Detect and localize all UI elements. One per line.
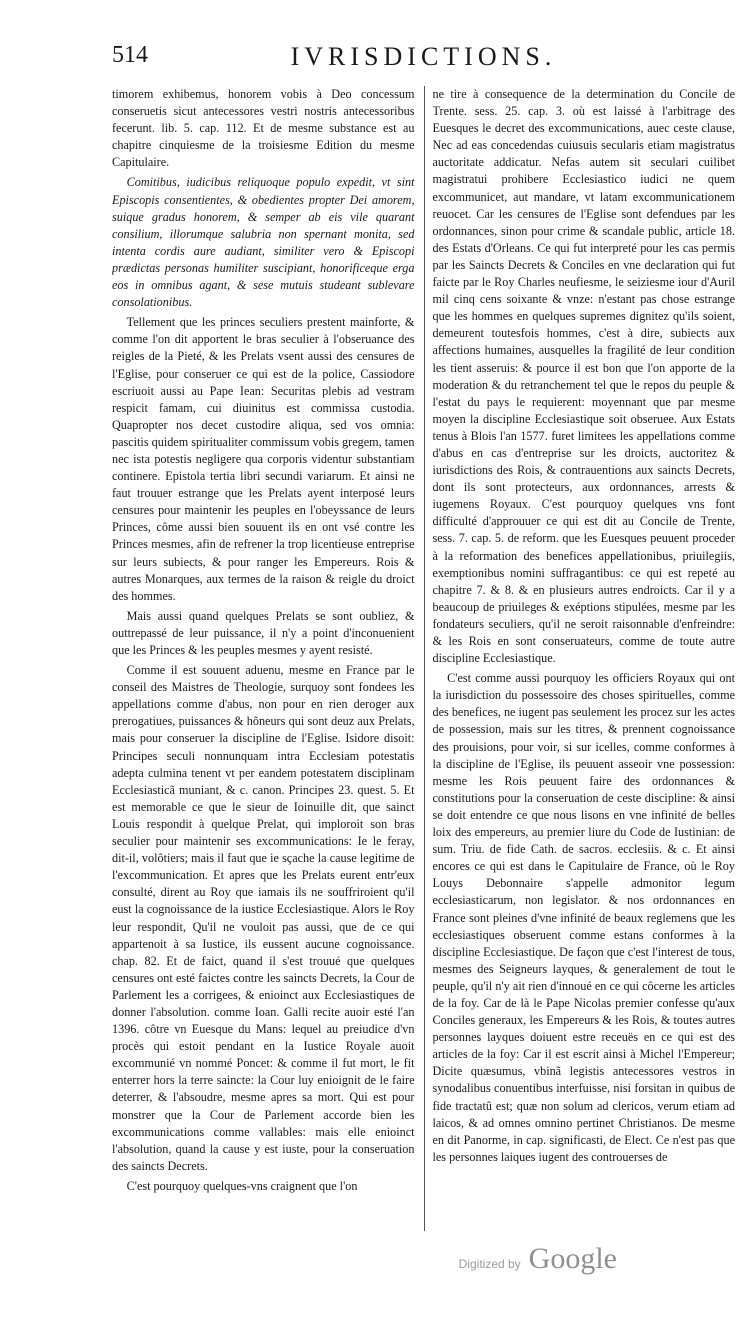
digitized-by-label: Digitized by (458, 1257, 521, 1271)
right-column (433, 86, 736, 1231)
paragraph: Tellement que les princes seculiers prestent mainforte, & comme l'on dit apportent le bras seculier à l'obseruance des reigles de la Pieté, & les Prelats vsent aussi des censures de l'Eglise, pour conseruer ce qui est de la police, Cassiodore escriuoit aussi au Pape Iean: Securitas plebis ad vestram respicit famam, cui diuinitus est commissa custodia. Quapropter nos decet custodire aliqua, sed vos omnia: pascitis quidem spiritualiter commissum vobis gregem, tamen nec ista potestis negligere qua corporis videntur substantiam continere. Epistola tertia libri secundi variarum. Et ainsi ne faut trouuer estrange que les Prelats ayent interposé leurs censures pour maintenir les peuples en l'obeyssance de leurs Princes, côme aussi bien souuent ils en ont vsé contre les Princes mesmes, afin de refrener la trop licentieuse entreprise sur leurs subiects, & pour ranger les Empereurs. Rois & autres Monarques, aux termes de la raison & reigle du droict des hommes. (112, 315, 415, 603)
paragraph: Comitibus, iudicibus reliquoque populo expedit, vt sint Episcopis consentientes, & obedientes propter Dei amorem, suique gradus honorem, & semper ab eis vile quarant consilium, illorumque salubria non spernant monita, sed intenta cordis aure audiant, similiter vero & Episcopi prædictas personas humiliter suscipiant, honorificeque erga eos in omnibus agant, & sese mutuis studeant sublevare consolationibus. (112, 175, 415, 310)
digitized-watermark (459, 1242, 617, 1276)
paragraph: C'est pourquoy quelques-vns craignent que l'on (126, 1178, 358, 1193)
paragraph: Comme il est souuent aduenu, mesme en France par le conseil des Maistres de Theologie, surquoy sont fondees les appellations comme d'abus, non pour en rien deroger aux prerogatiues, puissances & hõneurs qui sont deuz aux Prelats, mais pour conseruer la discipline de l'Eglise. Isidore disoit: Principes seculi nonnunquam intra Ecclesiam potestatis adepta culmina tenent vt per eandem potestatem disciplinam Ecclesiasticã muniant, & c. canon. Principes 23. quest. 5. Et est memorable ce que le sieur de Ioinuille dit, que sainct Louis respondit à quelque Prelat, qui imploroit son bras seculier pour maintenir ses excommunications: Ie le feray, dit-il, volôtiers; mais il faut que ie sçache la cause legitime de l'excommunication. Et apres que les Prelats eurent entr'eux consulté, dirent au Roy que iamais ils ne souffriroient qu'il eust la cognoissance de la iustice Ecclesiastique. Alors le Roy leur respondit, Qu'il ne vouloit pas aussi, que de ce qui appartenoit à sa Iustice, ils eussent aucune cognoissance. chap. 82. Et de faict, quand il s'est trouué que quelques censures ont esté faictes contre les saincts Decrets, la Cour de Parlement les a corrigees, & enioinct aux Ecclesiastiques de donner l'absolution. comme Ioan. Galli recite auoir esté l'an 1396. côtre vn Euesque du Mans: lequel au preiudice d'vn procès qui estoit pendant en la Iustice Royale auoit excommunié vn nommé Poncet: & comme il fut mort, le fit enterrer hors la terre saincte: la Cour luy enioignit de le faire deterrer, & l'absoudre, mesme apres sa mort. Qui est pour monstrer que la Cour de Parlement accorde bien les excommunications comme vallables: mais elle enioinct l'absolution, quand la cause y est iuste, pour la conseruation des saincts Decrets. (112, 663, 415, 1173)
left-column (112, 86, 415, 1231)
paragraph: Mais aussi quand quelques Prelats se sont oubliez, & outtrepassé de leur puissance, il n'y a point d'inconuenient que les Princes & les peuples mesmes y ayent resisté. (112, 608, 415, 657)
page-header (112, 42, 735, 86)
google-logo: Google (528, 1242, 617, 1275)
paragraph: ne tire à consequence de la determination du Concile de Trente. sess. 25. cap. 3. où est laissé à l'arbitrage des Euesques le decret des excommunications, auec ceste clause, Nec ad eas concedendas cuiusuis secularis etiam magistratus auctoritate addicatur. Nefas autem sit seculari cuilibet magistratui prohibere Ecclesiastico iudici ne quem excommunicet, aut mandare, vt latam excommunicationem reuocet. Car les censures de l'Eglise sont defendues par les ordonnances, sinon pour crime & scandale public, article 18. des Estats d'Orleans. Ce qui fut interpreté pour les cas permis par les Saincts Decrets & Conciles en vne declaration qui fut faicte par le Roy Charles neufiesme, le seiziesme iour d'Auril mil cinq cens soixante & vnze: n'estant pas chose estrange que les hommes en quelques supremes dignitez qu'ils soient, demeurent toutesfois hommes, c'est à dire, subiects aux affections humaines, ausquelles la fragilité de leur condition les tient asseruis: & pource il est bon que l'on apporte de la moderation & du retranchement tel que le repos du peuple & l'estat du pays le requierent: moyennant que par mesme moyen la discipline Ecclesiastique soit obseruee. Aux Estats tenus à Blois l'an 1577. furet limitees les appellations comme d'abus en cas d'entreprise sur les droicts, auctoritez & iurisdictions des Rois, & contrauentions aux saincts Decrets, dont ils sont protecteurs, aux ordonnances, arrests & iugemens Royaux. C'est pourquoy quelques vns font difficulté d'approuuer ce qui est dit au Concile de Trente, sess. 7. cap. 5. de reform. que les Euesques peuuent proceder à la reformation des benefices appellationibus, priuilegiis, exemptionibus nomini suffragantibus: ce qui est repeté au chapitre 7. & 8. & en plusieurs autres endroicts. Car il y a beaucoup de priuileges & exéptions stipulées, mesme par les fondateurs seculiers, qu'il ne seroit raisonnable d'enfreindre: & les Rois en sont conseruateurs, comme de toute autre discipline Ecclesiastique. (432, 87, 735, 666)
paragraph: timorem exhibemus, honorem vobis à Deo concessum conseruetis sicut antecessores vestri nostris antecessoribus fecerunt. lib. 5. cap. 112. Et de mesme substance est au chapitre cinquiesme de la troisiesme Edition du mesme Capitulaire. (112, 87, 415, 170)
text-columns (112, 86, 735, 1231)
page-number: 514 (112, 42, 148, 68)
book-page (0, 42, 747, 1332)
column-divider (424, 86, 425, 1231)
paragraph: C'est comme aussi pourquoy les officiers Royaux qui ont la iurisdiction du possessoire des choses spirituelles, comme des benefices, ne iugent pas seulement les procez sur les actes de possession, mais sur les titres, & prennent cognoissance des prouisions, pour voir, si sur icelles, comme conformes à la discipline de l'Eglise, ils peuuent asseoir vne possession: mesme les Rois peuuent faire des ordonnances & constitutions pour la conseruation de ceste discipline: & ainsi se doit entendre ce que nous lisons en vne infinité de belles loix des empereurs, au premier liure du Code de Iustinian: de sum. Triu. de fide Cath. de sacros. ecclesiis. & c. Et ainsi encores ce qui est dans le Capitulaire de France, où le Roy Louys Debonnaire s'appelle admonitor legum ecclesiasticarum, non legislator. & nos ordonnances en France sont pleines d'vne infinité de beaux reglemens que les ecclesiastiques obseruent comme estans conformes à la discipline Ecclesiastique. De façon que c'est l'interest de tous, mesmes des Seigneurs layques, & generalement de tout le peuple, qu'il n'y ait rien d'innoué en ce qui côcerne les articles de la foy. Car de là le Pape Nicolas premier confesse qu'aux Conciles generaux, les Empereurs & les Rois, & toutes autres personnes layques doiuent estre receuës en ce qui est des articles de la foy: Car il est escrit ainsi à Michel l'Empereur; Dicite quæsumus, vbinã legistis antecessores vestros in synodalibus conuentibus interfuisse, nisi forsitan in quibus de fide tractatû est; quæ non solum ad clericos, verum etiam ad laicos, & ad omnes omnino pertinet Christianos. De mesme en dit Panorme, in cap. significasti, de Elect. Ce n'est pas que les personnes laiques iugent des controuerses de (432, 671, 735, 1164)
running-title: IVRISDICTIONS. (290, 42, 557, 71)
